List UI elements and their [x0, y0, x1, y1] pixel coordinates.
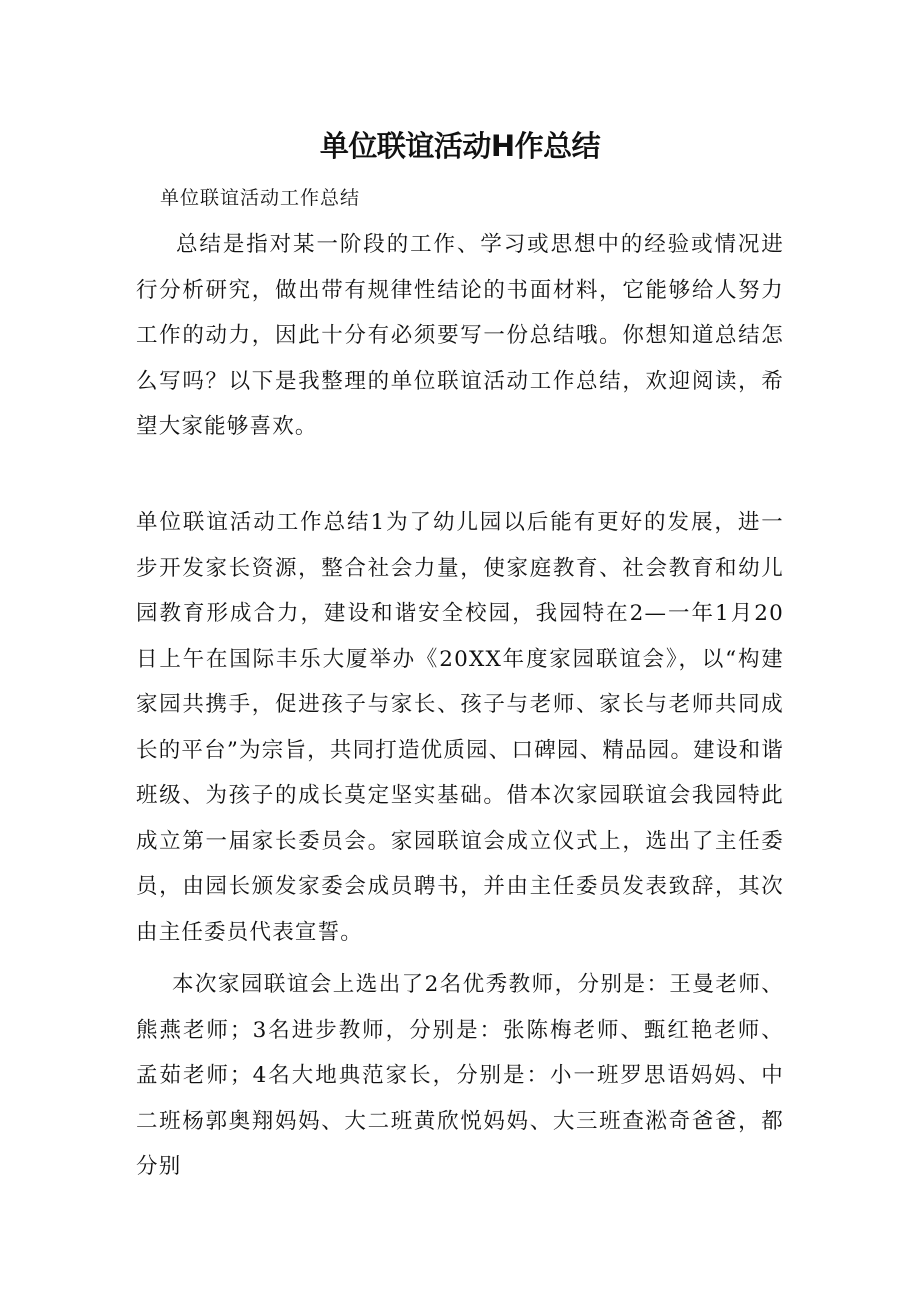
intro-paragraph: 总结是指对某一阶段的工作、学习或思想中的经验或情况进行分析研究，做出带有规律性结论的书面材料，它能够给人努力工作的动力，因此十分有必须要写一份总结哦。你想知道总结怎么写吗？以下是我整理的单位联谊活动工作总结，欢迎阅读，希望大家能够喜欢。 — [136, 232, 784, 439]
document-subtitle: 单位联谊活动工作总结 — [160, 187, 361, 209]
summary-paragraph-2: 本次家园联谊会上选出了2名优秀教师，分别是：王曼老师、熊燕老师；3名进步教师，分别是：张陈梅老师、甄红艳老师、孟茹老师；4名大地典范家长，分别是：小一班罗思语妈妈、中二班杨郭奥翔妈妈、大二班黄欣悦妈妈、大三班查淞奇爸爸，都分别 — [136, 972, 784, 1179]
summary-paragraph-1: 单位联谊活动工作总结1为了幼儿园以后能有更好的发展，进一步开发家长资源，整合社会力量，使家庭教育、社会教育和幼儿园教育形成合力，建设和谐安全校园，我园特在2—一年1月20日上午在国际丰乐大厦举办《20XX年度家园联谊会》，以“构建家园共携手，促进孩子与家长、孩子与老师、家长与老师共同成长的平台”为宗旨，共同打造优质园、口碑园、精品园。建设和谐班级、为孩子的成长莫定坚实基础。借本次家园联谊会我园特此成立第一届家长委员会。家园联谊会成立仪式上，选出了主任委员，由园长颁发家委会成员聘书，并由主任委员发表致辞，其次由主任委员代表宣誓。 — [136, 510, 784, 945]
document-title: 单位联谊活动H作总结 — [319, 129, 601, 163]
